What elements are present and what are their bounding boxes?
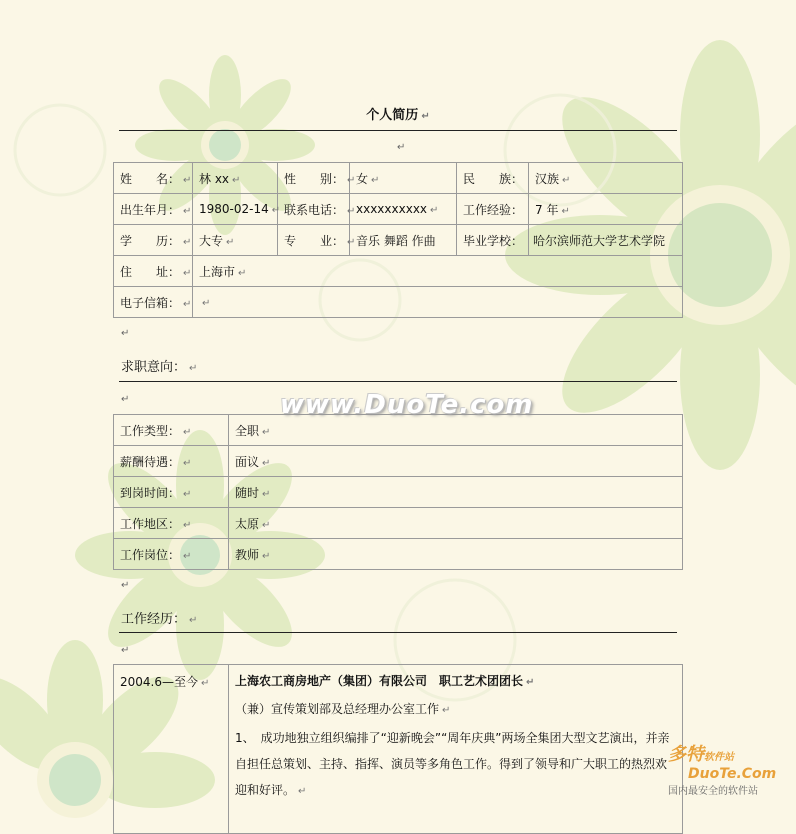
table-row xyxy=(114,287,683,318)
section-divider xyxy=(119,381,677,382)
name-label: 姓 名： ↵ xyxy=(114,163,193,194)
salary-value: 面议 ↵ xyxy=(229,446,683,477)
phone-value: xxxxxxxxxx ↵ xyxy=(350,194,457,225)
gender-value: 女 ↵ xyxy=(350,163,457,194)
experience-value: 7 年 ↵ xyxy=(529,194,683,225)
work-history-heading: 工作经历： ↵ xyxy=(121,612,198,627)
title-text: 个人简历 xyxy=(366,108,419,123)
table-row xyxy=(114,508,683,539)
work-area-value: 太原 ↵ xyxy=(229,508,683,539)
paragraph-mark-icon: ↵ xyxy=(121,580,130,591)
birth-value: 1980-02-14 ↵ xyxy=(193,194,278,225)
table-row xyxy=(114,225,683,256)
role-line: （兼）宣传策划部及总经理办公室工作 ↵ xyxy=(235,702,451,716)
paragraph-mark-icon: ↵ xyxy=(421,111,430,122)
table-row xyxy=(114,477,683,508)
title-divider xyxy=(119,130,677,131)
job-intent-heading: 求职意向： ↵ xyxy=(121,360,198,375)
school-value: 哈尔滨师范大学艺术学院 xyxy=(529,225,683,256)
paragraph-mark-icon: ↵ xyxy=(121,394,130,405)
job-type-value: 全职 ↵ xyxy=(229,415,683,446)
school-label: 毕业学校： xyxy=(457,225,529,256)
table-row xyxy=(114,194,683,225)
salary-label: 薪酬待遇： ↵ xyxy=(114,446,229,477)
gender-label: 性 别： ↵ xyxy=(278,163,350,194)
job-intent-table xyxy=(113,414,683,570)
paragraph-mark-icon: ↵ xyxy=(397,142,406,153)
major-label: 专 业： ↵ xyxy=(278,225,350,256)
table-row xyxy=(114,256,683,287)
position-label: 工作岗位： ↵ xyxy=(114,539,229,570)
table-row xyxy=(114,665,683,834)
ethnicity-label: 民 族： xyxy=(457,163,529,194)
experience-cell xyxy=(229,665,683,834)
basic-info-table xyxy=(113,162,683,318)
table-row xyxy=(114,163,683,194)
work-history-table xyxy=(113,664,683,834)
birth-label: 出生年月： ↵ xyxy=(114,194,193,225)
page-title xyxy=(0,104,796,123)
table-row xyxy=(114,539,683,570)
duote-logo[interactable]: 多特软件站 DuoTe.Com 国内最安全的软件站 xyxy=(668,744,777,797)
education-value: 大专 ↵ xyxy=(193,225,278,256)
experience-detail: 1、 成功地独立组织编排了“迎新晚会”“周年庆典”两场全集团大型文艺演出，并亲自担任总策划、主持、指挥、演员等多角色工作。得到了领导和广大职工的热烈欢迎和好评。 ↵ xyxy=(235,731,670,797)
paragraph-mark-icon: ↵ xyxy=(121,328,130,339)
work-area-label: 工作地区： ↵ xyxy=(114,508,229,539)
experience-label: 工作经验： xyxy=(457,194,529,225)
ethnicity-value: 汉族 ↵ xyxy=(529,163,683,194)
name-value: 林 xx ↵ xyxy=(193,163,278,194)
education-label: 学 历： ↵ xyxy=(114,225,193,256)
start-time-label: 到岗时间： ↵ xyxy=(114,477,229,508)
email-label: 电子信箱： ↵ xyxy=(114,287,193,318)
section-divider xyxy=(119,632,677,633)
email-value: ↵ xyxy=(193,287,683,318)
major-value: 音乐 舞蹈 作曲 xyxy=(350,225,457,256)
period-cell: 2004.6—至今 ↵ xyxy=(114,665,229,834)
table-row xyxy=(114,446,683,477)
address-value: 上海市 ↵ xyxy=(193,256,683,287)
start-time-value: 随时 ↵ xyxy=(229,477,683,508)
paragraph-mark-icon: ↵ xyxy=(121,645,130,656)
watermark: www.DuoTe.com xyxy=(280,390,534,420)
address-label: 住 址： ↵ xyxy=(114,256,193,287)
company-line: 上海农工商房地产（集团）有限公司 职工艺术团团长 ↵ xyxy=(235,674,535,688)
position-value: 教师 ↵ xyxy=(229,539,683,570)
job-type-label: 工作类型： ↵ xyxy=(114,415,229,446)
phone-label: 联系电话： ↵ xyxy=(278,194,350,225)
